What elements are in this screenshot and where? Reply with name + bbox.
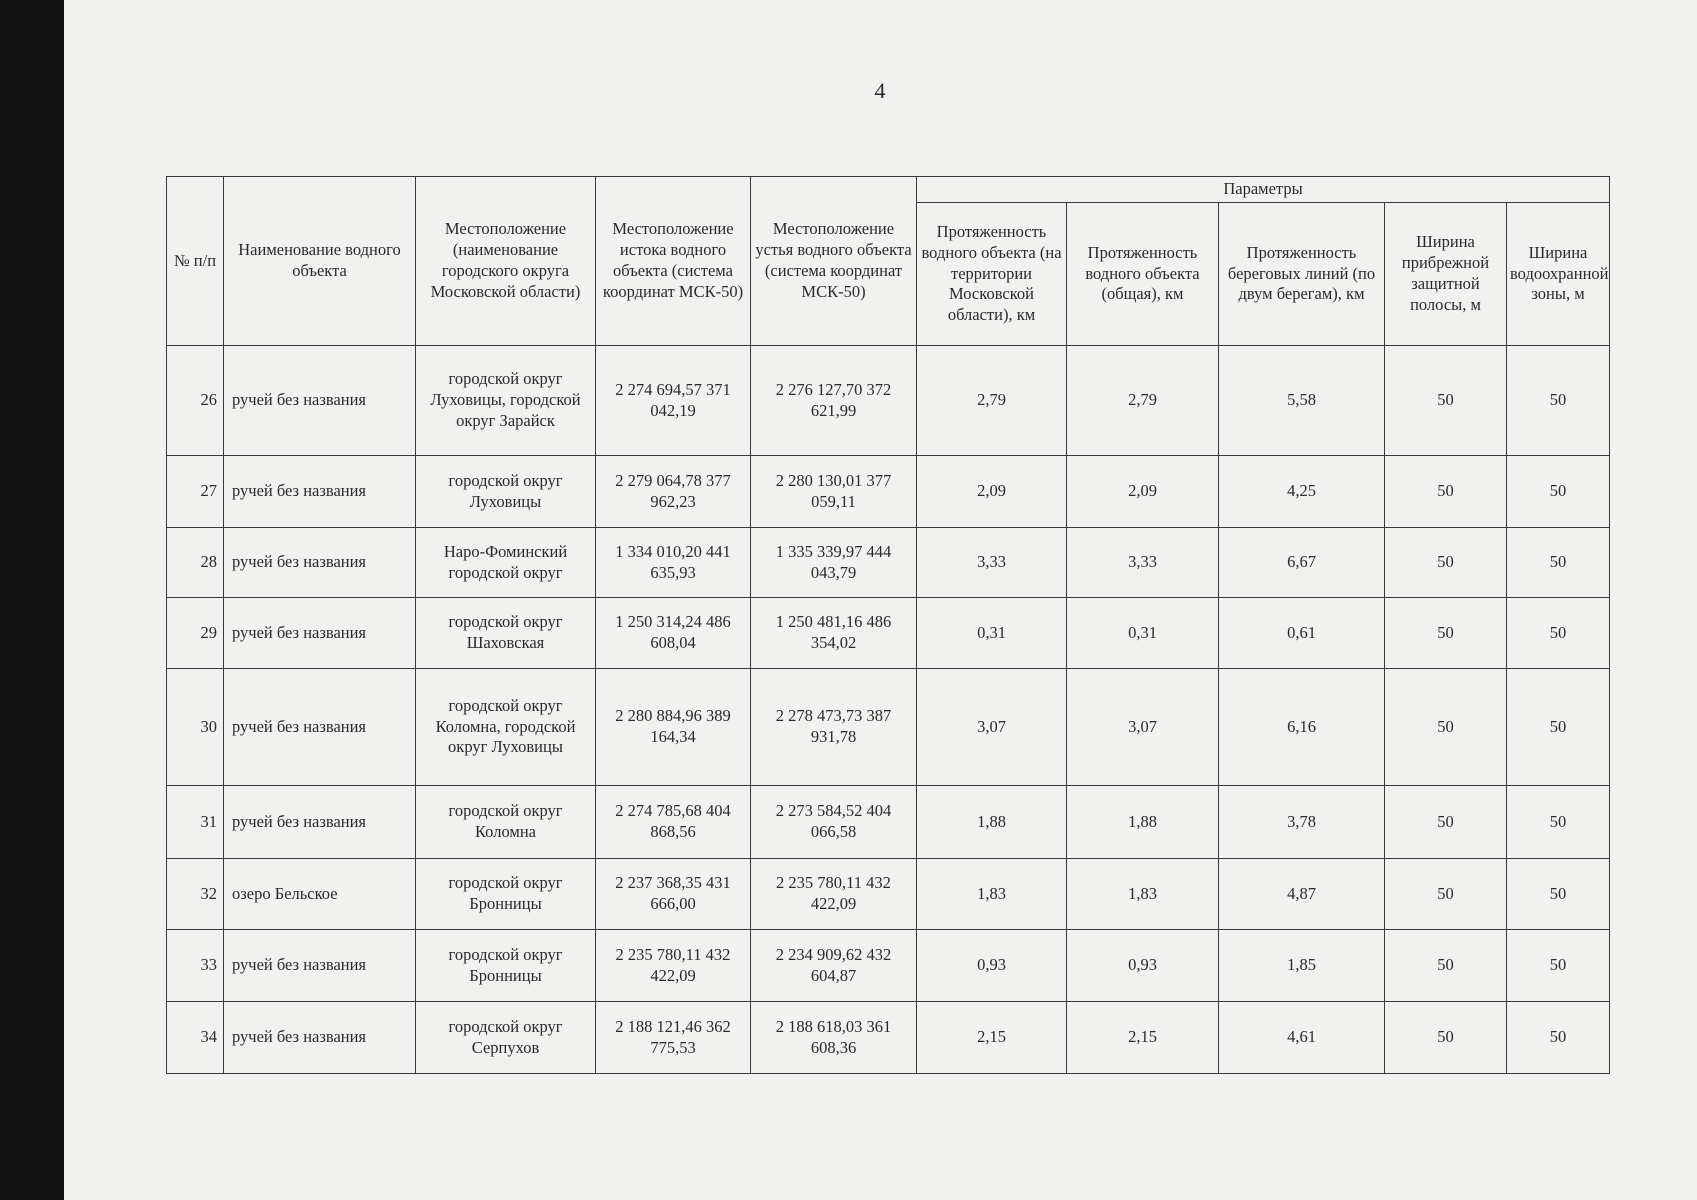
location-cell: Наро-Фоминский городской округ (416, 528, 596, 598)
mouth-coordinates: 1 250 481,16 486 354,02 (751, 598, 917, 669)
table-row (167, 930, 1610, 1002)
location-cell: городской округ Коломна, городской округ Луховицы (416, 669, 596, 786)
mouth-coordinates: 2 273 584,52 404 066,58 (751, 786, 917, 859)
table-row (167, 669, 1610, 786)
location-cell: городской округ Бронницы (416, 859, 596, 930)
coastal-strip-cell: 50 (1385, 1002, 1507, 1074)
mouth-coordinates: 2 235 780,11 432 422,09 (751, 859, 917, 930)
coastal-strip-cell: 50 (1385, 528, 1507, 598)
header-location: Местоположение (наименование городского округа Московской области) (416, 177, 596, 346)
table-row (167, 346, 1610, 456)
water-body-name: ручей без названия (224, 598, 416, 669)
mouth-coordinates: 2 278 473,73 387 931,78 (751, 669, 917, 786)
length-mo-cell: 2,09 (917, 456, 1067, 528)
length-total-cell: 2,09 (1067, 456, 1219, 528)
protection-zone-cell: 50 (1507, 346, 1610, 456)
row-number: 34 (167, 1002, 224, 1074)
shoreline-cell: 5,58 (1219, 346, 1385, 456)
protection-zone-cell: 50 (1507, 786, 1610, 859)
source-coordinates: 1 334 010,20 441 635,93 (596, 528, 751, 598)
header-params-group: Параметры (917, 177, 1610, 203)
length-mo-cell: 1,83 (917, 859, 1067, 930)
page-number: 4 (874, 78, 886, 103)
length-total-cell: 0,31 (1067, 598, 1219, 669)
shoreline-cell: 6,67 (1219, 528, 1385, 598)
row-number: 31 (167, 786, 224, 859)
length-mo-cell: 3,07 (917, 669, 1067, 786)
shoreline-cell: 4,87 (1219, 859, 1385, 930)
location-cell: городской округ Бронницы (416, 930, 596, 1002)
water-body-name: ручей без названия (224, 669, 416, 786)
length-mo-cell: 3,33 (917, 528, 1067, 598)
length-total-cell: 1,83 (1067, 859, 1219, 930)
protection-zone-cell: 50 (1507, 456, 1610, 528)
scan-border (0, 0, 64, 1200)
location-cell: городской округ Коломна (416, 786, 596, 859)
length-mo-cell: 2,15 (917, 1002, 1067, 1074)
row-number: 28 (167, 528, 224, 598)
mouth-coordinates: 2 188 618,03 361 608,36 (751, 1002, 917, 1074)
source-coordinates: 2 280 884,96 389 164,34 (596, 669, 751, 786)
header-length-mo: Протяженность водного объекта (на территории Московской области), км (917, 203, 1067, 346)
source-coordinates: 2 274 785,68 404 868,56 (596, 786, 751, 859)
water-body-name: ручей без названия (224, 528, 416, 598)
row-number: 27 (167, 456, 224, 528)
header-name: Наименование водного объекта (224, 177, 416, 346)
row-number: 33 (167, 930, 224, 1002)
water-body-name: озеро Бельское (224, 859, 416, 930)
row-number: 32 (167, 859, 224, 930)
source-coordinates: 2 237 368,35 431 666,00 (596, 859, 751, 930)
header-coastal-strip: Ширина прибрежной защитной полосы, м (1385, 203, 1507, 346)
header-num: № п/п (167, 177, 224, 346)
water-body-name: ручей без названия (224, 346, 416, 456)
length-total-cell: 0,93 (1067, 930, 1219, 1002)
source-coordinates: 2 279 064,78 377 962,23 (596, 456, 751, 528)
mouth-coordinates: 2 276 127,70 372 621,99 (751, 346, 917, 456)
coastal-strip-cell: 50 (1385, 456, 1507, 528)
coastal-strip-cell: 50 (1385, 930, 1507, 1002)
water-bodies-table (166, 176, 1610, 1074)
shoreline-cell: 6,16 (1219, 669, 1385, 786)
location-cell: городской округ Луховицы, городской округ Зарайск (416, 346, 596, 456)
water-body-name: ручей без названия (224, 456, 416, 528)
location-cell: городской округ Серпухов (416, 1002, 596, 1074)
shoreline-cell: 4,61 (1219, 1002, 1385, 1074)
header-length-total: Протяженность водного объекта (общая), км (1067, 203, 1219, 346)
source-coordinates: 2 274 694,57 371 042,19 (596, 346, 751, 456)
shoreline-cell: 0,61 (1219, 598, 1385, 669)
length-total-cell: 1,88 (1067, 786, 1219, 859)
table-row (167, 528, 1610, 598)
water-body-name: ручей без названия (224, 1002, 416, 1074)
source-coordinates: 2 188 121,46 362 775,53 (596, 1002, 751, 1074)
header-shoreline: Протяженность береговых линий (по двум берегам), км (1219, 203, 1385, 346)
water-body-name: ручей без названия (224, 930, 416, 1002)
table-row (167, 456, 1610, 528)
coastal-strip-cell: 50 (1385, 346, 1507, 456)
water-body-name: ручей без названия (224, 786, 416, 859)
length-total-cell: 3,07 (1067, 669, 1219, 786)
protection-zone-cell: 50 (1507, 1002, 1610, 1074)
source-coordinates: 2 235 780,11 432 422,09 (596, 930, 751, 1002)
length-total-cell: 3,33 (1067, 528, 1219, 598)
source-coordinates: 1 250 314,24 486 608,04 (596, 598, 751, 669)
shoreline-cell: 4,25 (1219, 456, 1385, 528)
table-row (167, 1002, 1610, 1074)
protection-zone-cell: 50 (1507, 859, 1610, 930)
length-mo-cell: 0,31 (917, 598, 1067, 669)
shoreline-cell: 1,85 (1219, 930, 1385, 1002)
length-mo-cell: 1,88 (917, 786, 1067, 859)
table-row (167, 859, 1610, 930)
location-cell: городской округ Шаховская (416, 598, 596, 669)
length-total-cell: 2,15 (1067, 1002, 1219, 1074)
header-protection-zone: Ширина водоохранной зоны, м (1507, 203, 1610, 346)
protection-zone-cell: 50 (1507, 930, 1610, 1002)
location-cell: городской округ Луховицы (416, 456, 596, 528)
length-total-cell: 2,79 (1067, 346, 1219, 456)
row-number: 30 (167, 669, 224, 786)
header-source: Местоположение истока водного объекта (система координат МСК-50) (596, 177, 751, 346)
length-mo-cell: 2,79 (917, 346, 1067, 456)
shoreline-cell: 3,78 (1219, 786, 1385, 859)
protection-zone-cell: 50 (1507, 598, 1610, 669)
protection-zone-cell: 50 (1507, 669, 1610, 786)
coastal-strip-cell: 50 (1385, 669, 1507, 786)
length-mo-cell: 0,93 (917, 930, 1067, 1002)
coastal-strip-cell: 50 (1385, 859, 1507, 930)
protection-zone-cell: 50 (1507, 528, 1610, 598)
table-row (167, 786, 1610, 859)
coastal-strip-cell: 50 (1385, 786, 1507, 859)
mouth-coordinates: 1 335 339,97 444 043,79 (751, 528, 917, 598)
row-number: 26 (167, 346, 224, 456)
row-number: 29 (167, 598, 224, 669)
header-mouth: Местоположение устья водного объекта (система координат МСК-50) (751, 177, 917, 346)
table-row (167, 598, 1610, 669)
mouth-coordinates: 2 280 130,01 377 059,11 (751, 456, 917, 528)
coastal-strip-cell: 50 (1385, 598, 1507, 669)
mouth-coordinates: 2 234 909,62 432 604,87 (751, 930, 917, 1002)
